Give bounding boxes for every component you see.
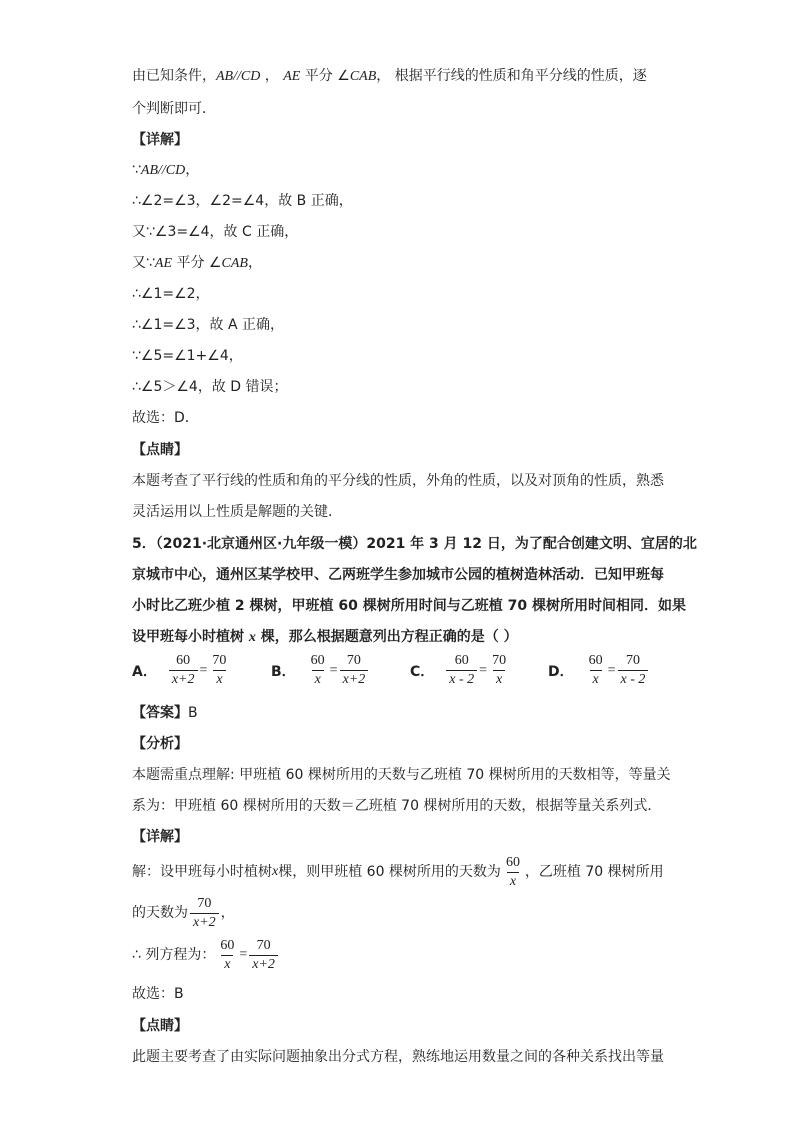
option-b: B． $\frac{60}{x}$ = $\frac{70}{x+2}$ [271,652,370,689]
q5-detail-heading: 【详解】 [132,829,188,845]
q4-step-4: 又∵AE 平分 ∠CAB， [132,255,262,271]
q4-point-line-1: 本题考查了平行线的性质和角的平分线的性质，外角的性质，以及对顶角的性质，熟悉 [132,473,664,489]
q4-step-5: ∴∠1=∠2， [132,286,210,302]
q5-analysis-line-1: 本题需重点理解: 甲班植 60 棵树所用的天数与乙班植 70 棵树所用的天数相等，等量关 [132,767,671,783]
q4-point-heading: 【点睛】 [132,442,188,458]
q5-point-heading: 【点睛】 [132,1018,188,1034]
q4-detail-heading: 【详解】 [132,132,188,148]
option-c: C． $\frac{60}{x - 2}$ = $\frac{70}{x}$ [410,653,507,687]
q4-step-2: ∴∠2=∠3，∠2=∠4，故 B 正确， [132,193,353,209]
q4-step-7: ∵∠5=∠1+∠4， [132,348,243,364]
q4-point-line-2: 灵活运用以上性质是解题的关键． [132,504,342,520]
q5-stem-line-3: 小时比乙班少植 2 棵树，甲班植 60 棵树所用时间与乙班植 70 棵树所用时间相同．如果 [132,598,686,614]
option-a: A． $\frac{60}{x+2}$ = $\frac{70}{x}$ [132,653,227,687]
analysis-line-2: 个判断即可． [132,101,216,117]
analysis-line-1: 由已知条件，AB//CD ， AE 平分 ∠CAB， 根据平行线的性质和角平分线的性质，逐 [132,68,647,84]
q5-detail-line-2: 的天数为 $\frac{70}{x+2}$ ， [132,895,235,930]
q5-analysis-heading: 【分析】 [132,736,188,752]
q5-answer: 【答案】B [132,705,198,721]
q5-stem-line-2: 京城市中心，通州区某学校甲、乙两班学生参加城市公园的植树造林活动．已知甲班每 [132,567,664,583]
q4-step-1: ∵AB//CD， [132,162,200,178]
option-d: D． $\frac{60}{x}$ = $\frac{70}{x - 2}$ [548,652,650,689]
q5-stem-line-1: 5．（2021·北京通州区·九年级一模）2021 年 3 月 12 日，为了配合创建文明、宜居的北 [132,536,697,552]
q5-detail-line-4: 故选：B [132,986,184,1002]
q5-detail-line-1: 解：设甲班每小时植树 x 棵，则甲班植 60 棵树所用的天数为 $\frac{60}{x}$ ，乙班植 70 棵树所用 [132,854,664,889]
q5-detail-line-3: ∴ 列方程为： $\frac{60}{x}$ = $\frac{70}{x+2}$ [132,935,280,975]
q4-step-8: ∴∠5＞∠4，故 D 错误； [132,379,288,395]
q4-step-6: ∴∠1=∠3，故 A 正确， [132,317,285,333]
q5-analysis-line-2: 系为：甲班植 60 棵树所用的天数＝乙班植 70 棵树所用的天数，根据等量关系列式． [132,798,662,814]
q4-step-9: 故选：D． [132,410,199,426]
q4-step-3: 又∵∠3=∠4，故 C 正确， [132,224,299,240]
q5-stem-line-4: 设甲班每小时植树 x 棵，那么根据题意列出方程正确的是（ ） [132,629,518,645]
q5-point-line-1: 此题主要考查了由实际问题抽象出分式方程，熟练地运用数量之间的各种关系找出等量 [132,1049,664,1065]
